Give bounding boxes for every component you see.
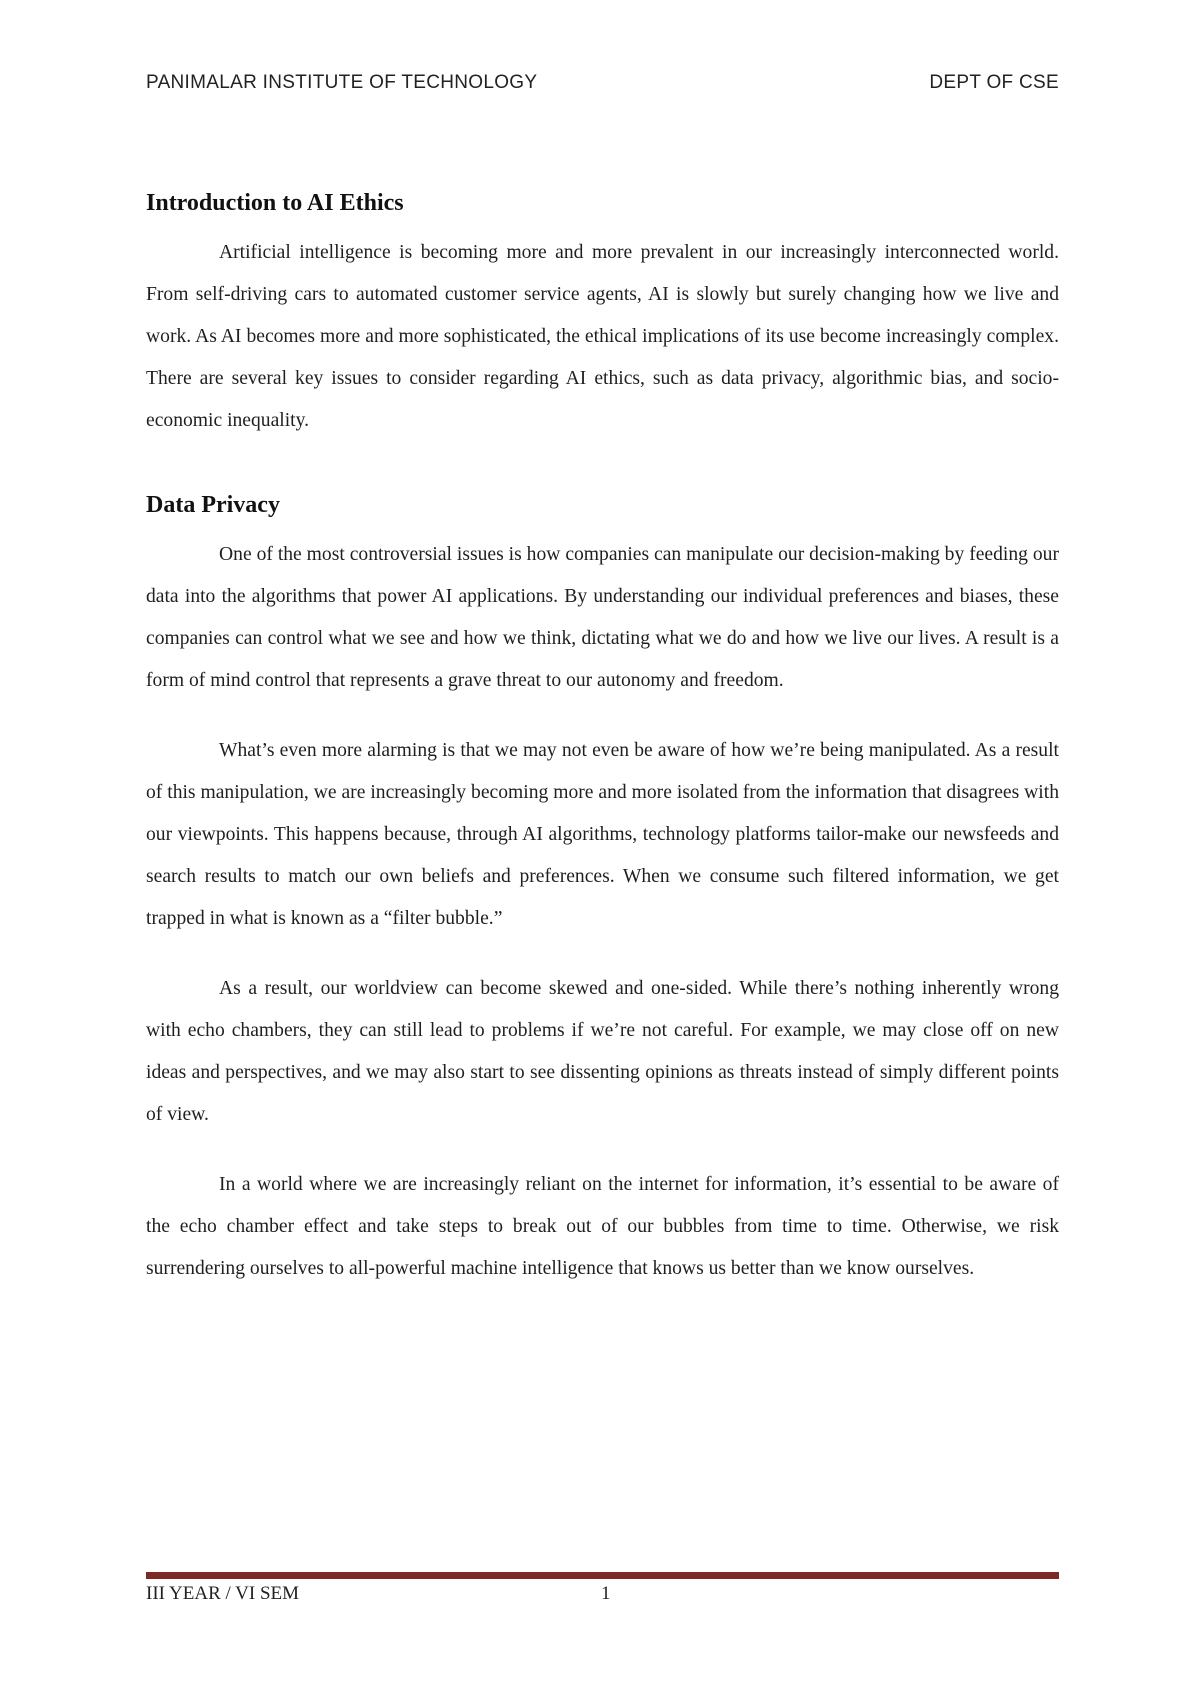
department-name: DEPT OF CSE [929, 72, 1059, 93]
paragraph: Artificial intelligence is becoming more and more prevalent in our increasingly interconnected world. From self-driving cars to automated customer service agents, AI is slowly but surely changing how we live and work. As AI becomes more and more sophisticated, the ethical implications of its use become increasingly complex. There are several key issues to consider regarding AI ethics, such as data privacy, algorithmic bias, and socio-economic inequality. [146, 242, 1059, 431]
paragraph: In a world where we are increasingly reliant on the internet for information, it’s essential to be aware of the echo chamber effect and take steps to break out of our bubbles from time to time. Otherwise, we risk surrendering ourselves to all-powerful machine intelligence that knows us better than we know ourselves. [146, 1174, 1059, 1279]
page-content [146, 188, 1059, 1290]
paragraph: What’s even more alarming is that we may not even be aware of how we’re being manipulated. As a result of this manipulation, we are increasingly becoming more and more isolated from the information that disagrees with our viewpoints. This happens because, through AI algorithms, technology platforms tailor-make our newsfeeds and search results to match our own beliefs and preferences. When we consume such filtered information, we get trapped in what is known as a “filter bubble.” [146, 740, 1059, 929]
page-number: 1 [601, 1583, 611, 1604]
paragraph: One of the most controversial issues is how companies can manipulate our decision-making by feeding our data into the algorithms that power AI applications. By understanding our individual preferences and biases, these companies can control what we see and how we think, dictating what we do and how we live our lives. A result is a form of mind control that represents a grave threat to our autonomy and freedom. [146, 544, 1059, 691]
section-title: Data Privacy [146, 492, 280, 518]
institution-name: PANIMALAR INSTITUTE OF TECHNOLOGY [146, 72, 538, 93]
section-data-privacy [146, 490, 1059, 1290]
year-semester: III YEAR / VI SEM [146, 1583, 300, 1604]
footer-rule [146, 1572, 1059, 1579]
paragraph: As a result, our worldview can become skewed and one-sided. While there’s nothing inherently wrong with echo chambers, they can still lead to problems if we’re not careful. For example, we may close off on new ideas and perspectives, and we may also start to see dissenting opinions as threats instead of simply different points of view. [146, 978, 1059, 1125]
document-page [146, 0, 1059, 1696]
section-intro [146, 188, 1059, 442]
section-title: Introduction to AI Ethics [146, 190, 404, 216]
page-header [146, 72, 1059, 94]
